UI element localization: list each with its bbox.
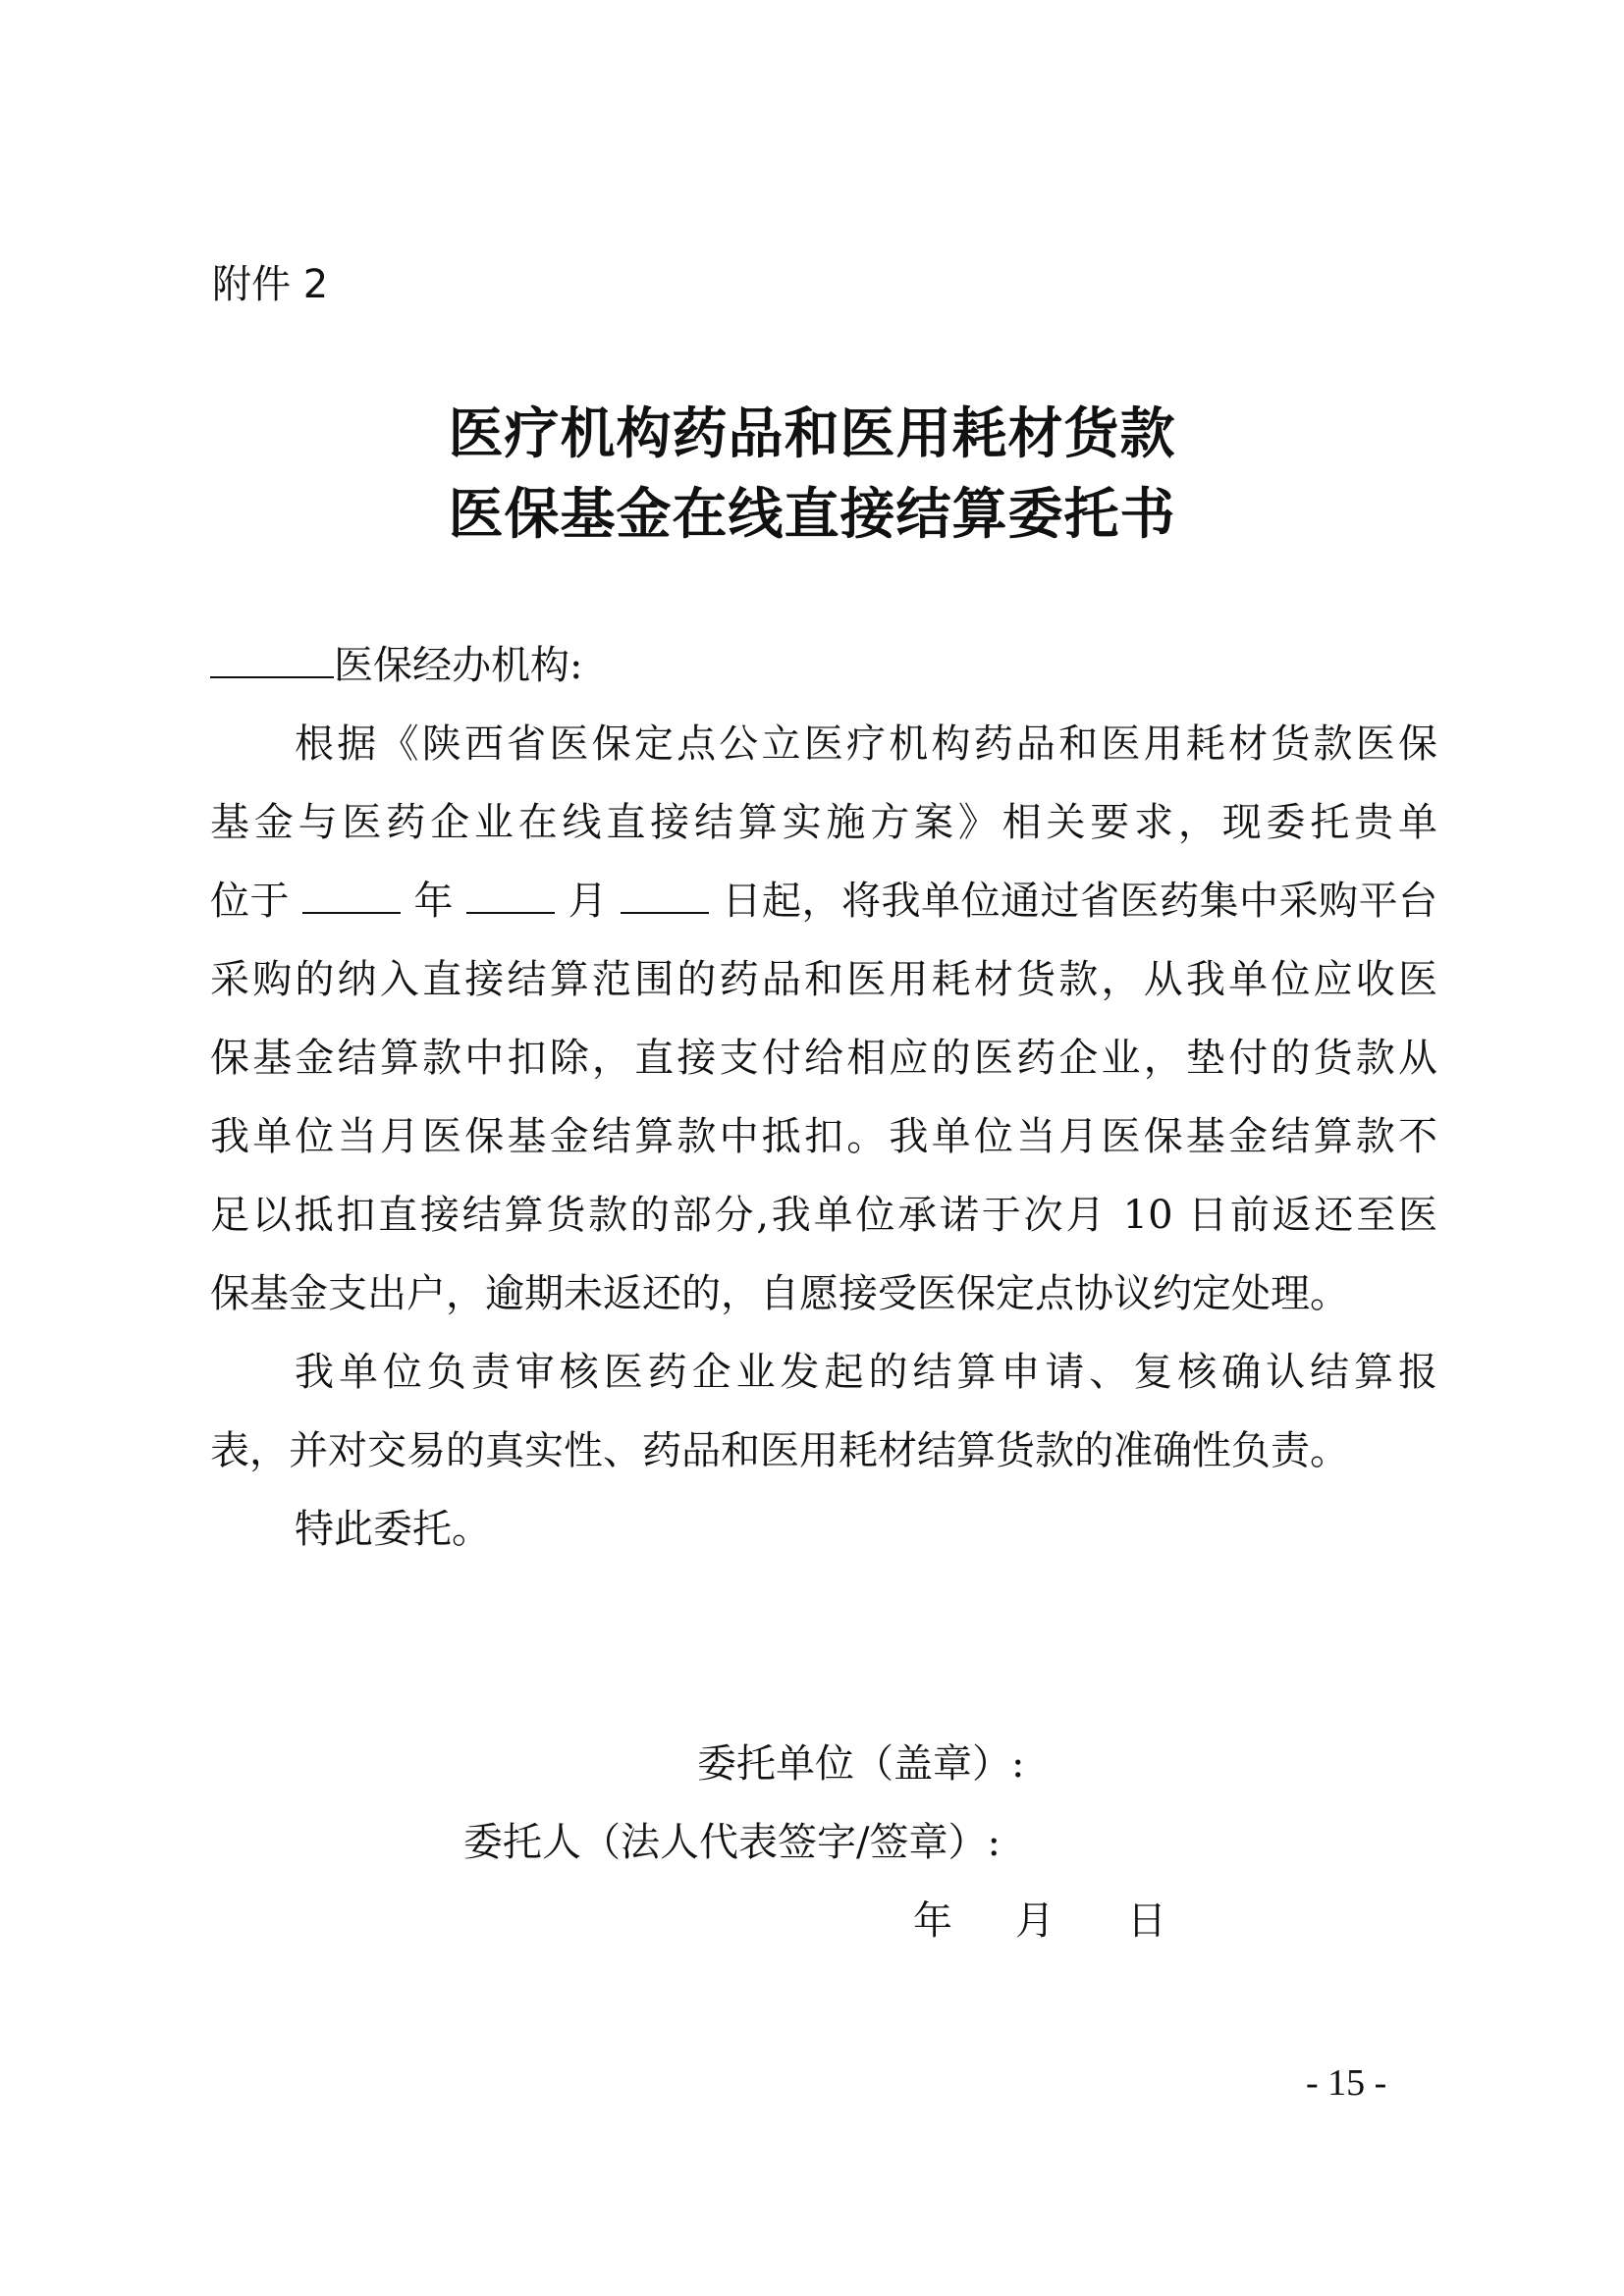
- paragraph-line: 表，并对交易的真实性、药品和医用耗材结算货款的准确性负责。: [210, 1428, 1349, 1473]
- month-blank: [466, 879, 555, 914]
- paragraph-line: 保基金支出户，逾期未返还的，自愿接受医保定点协议约定处理。: [210, 1271, 1349, 1316]
- signature-date-day: 日: [1127, 1898, 1166, 1944]
- attachment-label: 附件 2: [212, 262, 329, 307]
- document-title-line-2: 医保基金在线直接结算委托书: [448, 482, 1176, 547]
- closing-line: 特此委托。: [295, 1507, 491, 1552]
- signature-date-year: 年: [913, 1898, 952, 1944]
- paragraph-line: 根据《陕西省医保定点公立医疗机构药品和医用耗材货款医保: [295, 721, 1437, 767]
- paragraph-line: 采购的纳入直接结算范围的药品和医用耗材货款，从我单位应收医: [210, 957, 1437, 1002]
- paragraph-line: 基金与医药企业在线直接结算实施方案》相关要求，现委托贵单: [210, 800, 1437, 845]
- year-blank: [302, 879, 401, 914]
- paragraph-line: 足以抵扣直接结算货款的部分,我单位承诺于次月 10 日前返还至医: [210, 1193, 1437, 1238]
- addressee-line: [210, 626, 1437, 705]
- day-blank: [621, 879, 709, 914]
- signature-unit: 委托单位（盖章）:: [697, 1741, 1025, 1787]
- addressee-text: 医保经办机构:: [334, 643, 583, 688]
- paragraph-line-with-date-blanks: [210, 862, 1437, 940]
- year-text: 年: [413, 879, 454, 924]
- paragraph-line: 保基金结算款中扣除，直接支付给相应的医药企业，垫付的货款从: [210, 1036, 1437, 1081]
- signature-person: 委托人（法人代表签字/签章）:: [463, 1820, 1001, 1865]
- document-title-line-1: 医疗机构药品和医用耗材货款: [448, 401, 1176, 466]
- day-rest-text: 日起，将我单位通过省医药集中采购平台: [722, 879, 1438, 924]
- month-text: 月: [568, 879, 608, 924]
- signature-date-month: 月: [1015, 1898, 1055, 1944]
- paragraph-line: 我单位负责审核医药企业发起的结算申请、复核确认结算报: [295, 1350, 1437, 1395]
- paragraph-line: 我单位当月医保基金结算款中抵扣。我单位当月医保基金结算款不: [210, 1114, 1437, 1159]
- date-prefix: 位于: [210, 879, 291, 924]
- page-number: - 15 -: [1306, 2062, 1387, 2104]
- addressee-blank: [210, 643, 334, 678]
